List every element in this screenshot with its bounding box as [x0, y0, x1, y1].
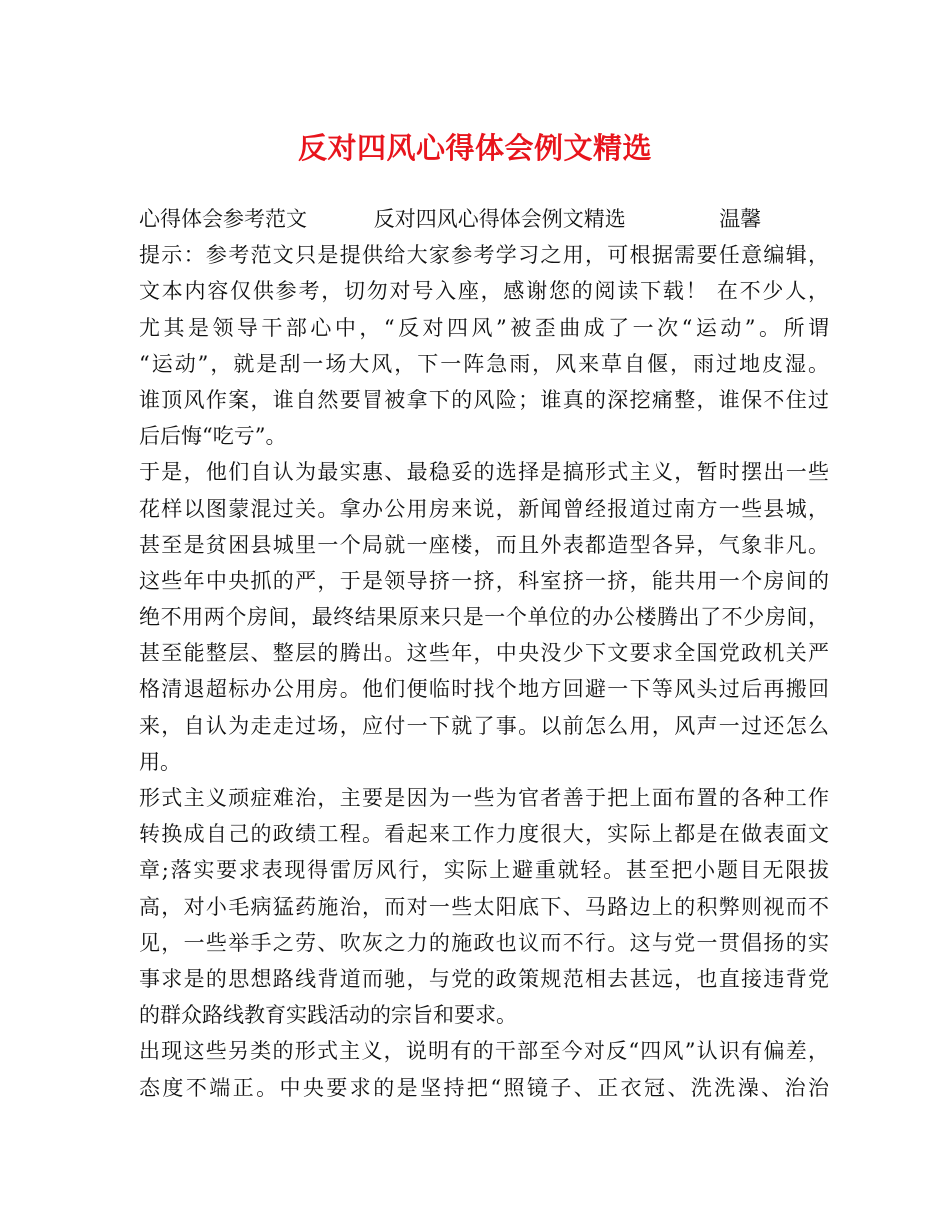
- body-text-line: 的群众路线教育实践活动的宗旨和要求。: [139, 1003, 517, 1028]
- body-text-line: 提示：参考范文只是提供给大家参考学习之用，可根据需要任意编辑，: [139, 243, 829, 268]
- body-text-line: 见，一些举手之劳、吹灰之力的施政也议而不行。这与党一贯倡扬的实: [139, 930, 829, 955]
- body-text-line: 后后悔“吃亏”。: [139, 424, 287, 449]
- document-title: 反对四风心得体会例文精选: [297, 131, 652, 165]
- body-text-line: 甚至能整层、整层的腾出。这些年，中央没少下文要求全国党政机关严: [139, 641, 829, 666]
- body-text-line: 于是，他们自认为最实惠、最稳妥的选择是搞形式主义，暂时摆出一些: [139, 460, 829, 485]
- body-text-line: 绝不用两个房间，最终结果原来只是一个单位的办公楼腾出了不少房间，: [139, 605, 829, 630]
- body-text-line: 花样以图蒙混过关。拿办公用房来说，新闻曾经报道过南方一些县城，: [139, 496, 829, 521]
- body-text-line: 格清退超标办公用房。他们便临时找个地方回避一下等风头过后再搬回: [139, 677, 829, 702]
- body-text-line: 这些年中央抓的严，于是领导挤一挤，科室挤一挤，能共用一个房间的: [139, 568, 829, 593]
- body-text-line: 甚至是贫困县城里一个局就一座楼，而且外表都造型各异，气象非凡。: [139, 532, 829, 557]
- body-text-line: 事求是的思想路线背道而驰，与党的政策规范相去甚远，也直接违背党: [139, 966, 829, 991]
- body-text-line: 心得体会参考范文 反对四风心得体会例文精选 温馨: [139, 207, 762, 231]
- body-text-line: 文本内容仅供参考，切勿对号入座，感谢您的阅读下载！ 在不少人，: [139, 279, 829, 304]
- body-text-line: “运动”，就是刮一场大风，下一阵急雨，风来草自偃，雨过地皮湿。: [139, 351, 829, 376]
- body-text-line: 用。: [139, 749, 181, 774]
- body-text-line: 形式主义顽症难治，主要是因为一些为官者善于把上面布置的各种工作: [139, 786, 829, 810]
- body-text-line: 高，对小毛病猛药施治，而对一些太阳底下、马路边上的积弊则视而不: [139, 894, 829, 919]
- body-text-line: 尤其是领导干部心中，“反对四风”被歪曲成了一次“运动”。所谓: [139, 315, 829, 340]
- body-text-line: 谁顶风作案，谁自然要冒被拿下的风险；谁真的深挖痛整，谁保不住过: [139, 387, 829, 412]
- body-text-line: 来，自认为走走过场，应付一下就了事。以前怎么用，风声一过还怎么: [139, 713, 829, 738]
- body-text-line: 出现这些另类的形式主义，说明有的干部至今对反“四风”认识有偏差，: [139, 1039, 829, 1064]
- body-text-line: 态度不端正。中央要求的是坚持把“照镜子、正衣冠、洗洗澡、治治: [139, 1075, 829, 1100]
- body-text-line: 转换成自己的政绩工程。看起来工作力度很大，实际上都是在做表面文: [139, 822, 829, 847]
- document-body: [139, 201, 829, 1106]
- body-text-line: 章;落实要求表现得雷厉风行，实际上避重就轻。甚至把小题目无限拔: [139, 858, 829, 883]
